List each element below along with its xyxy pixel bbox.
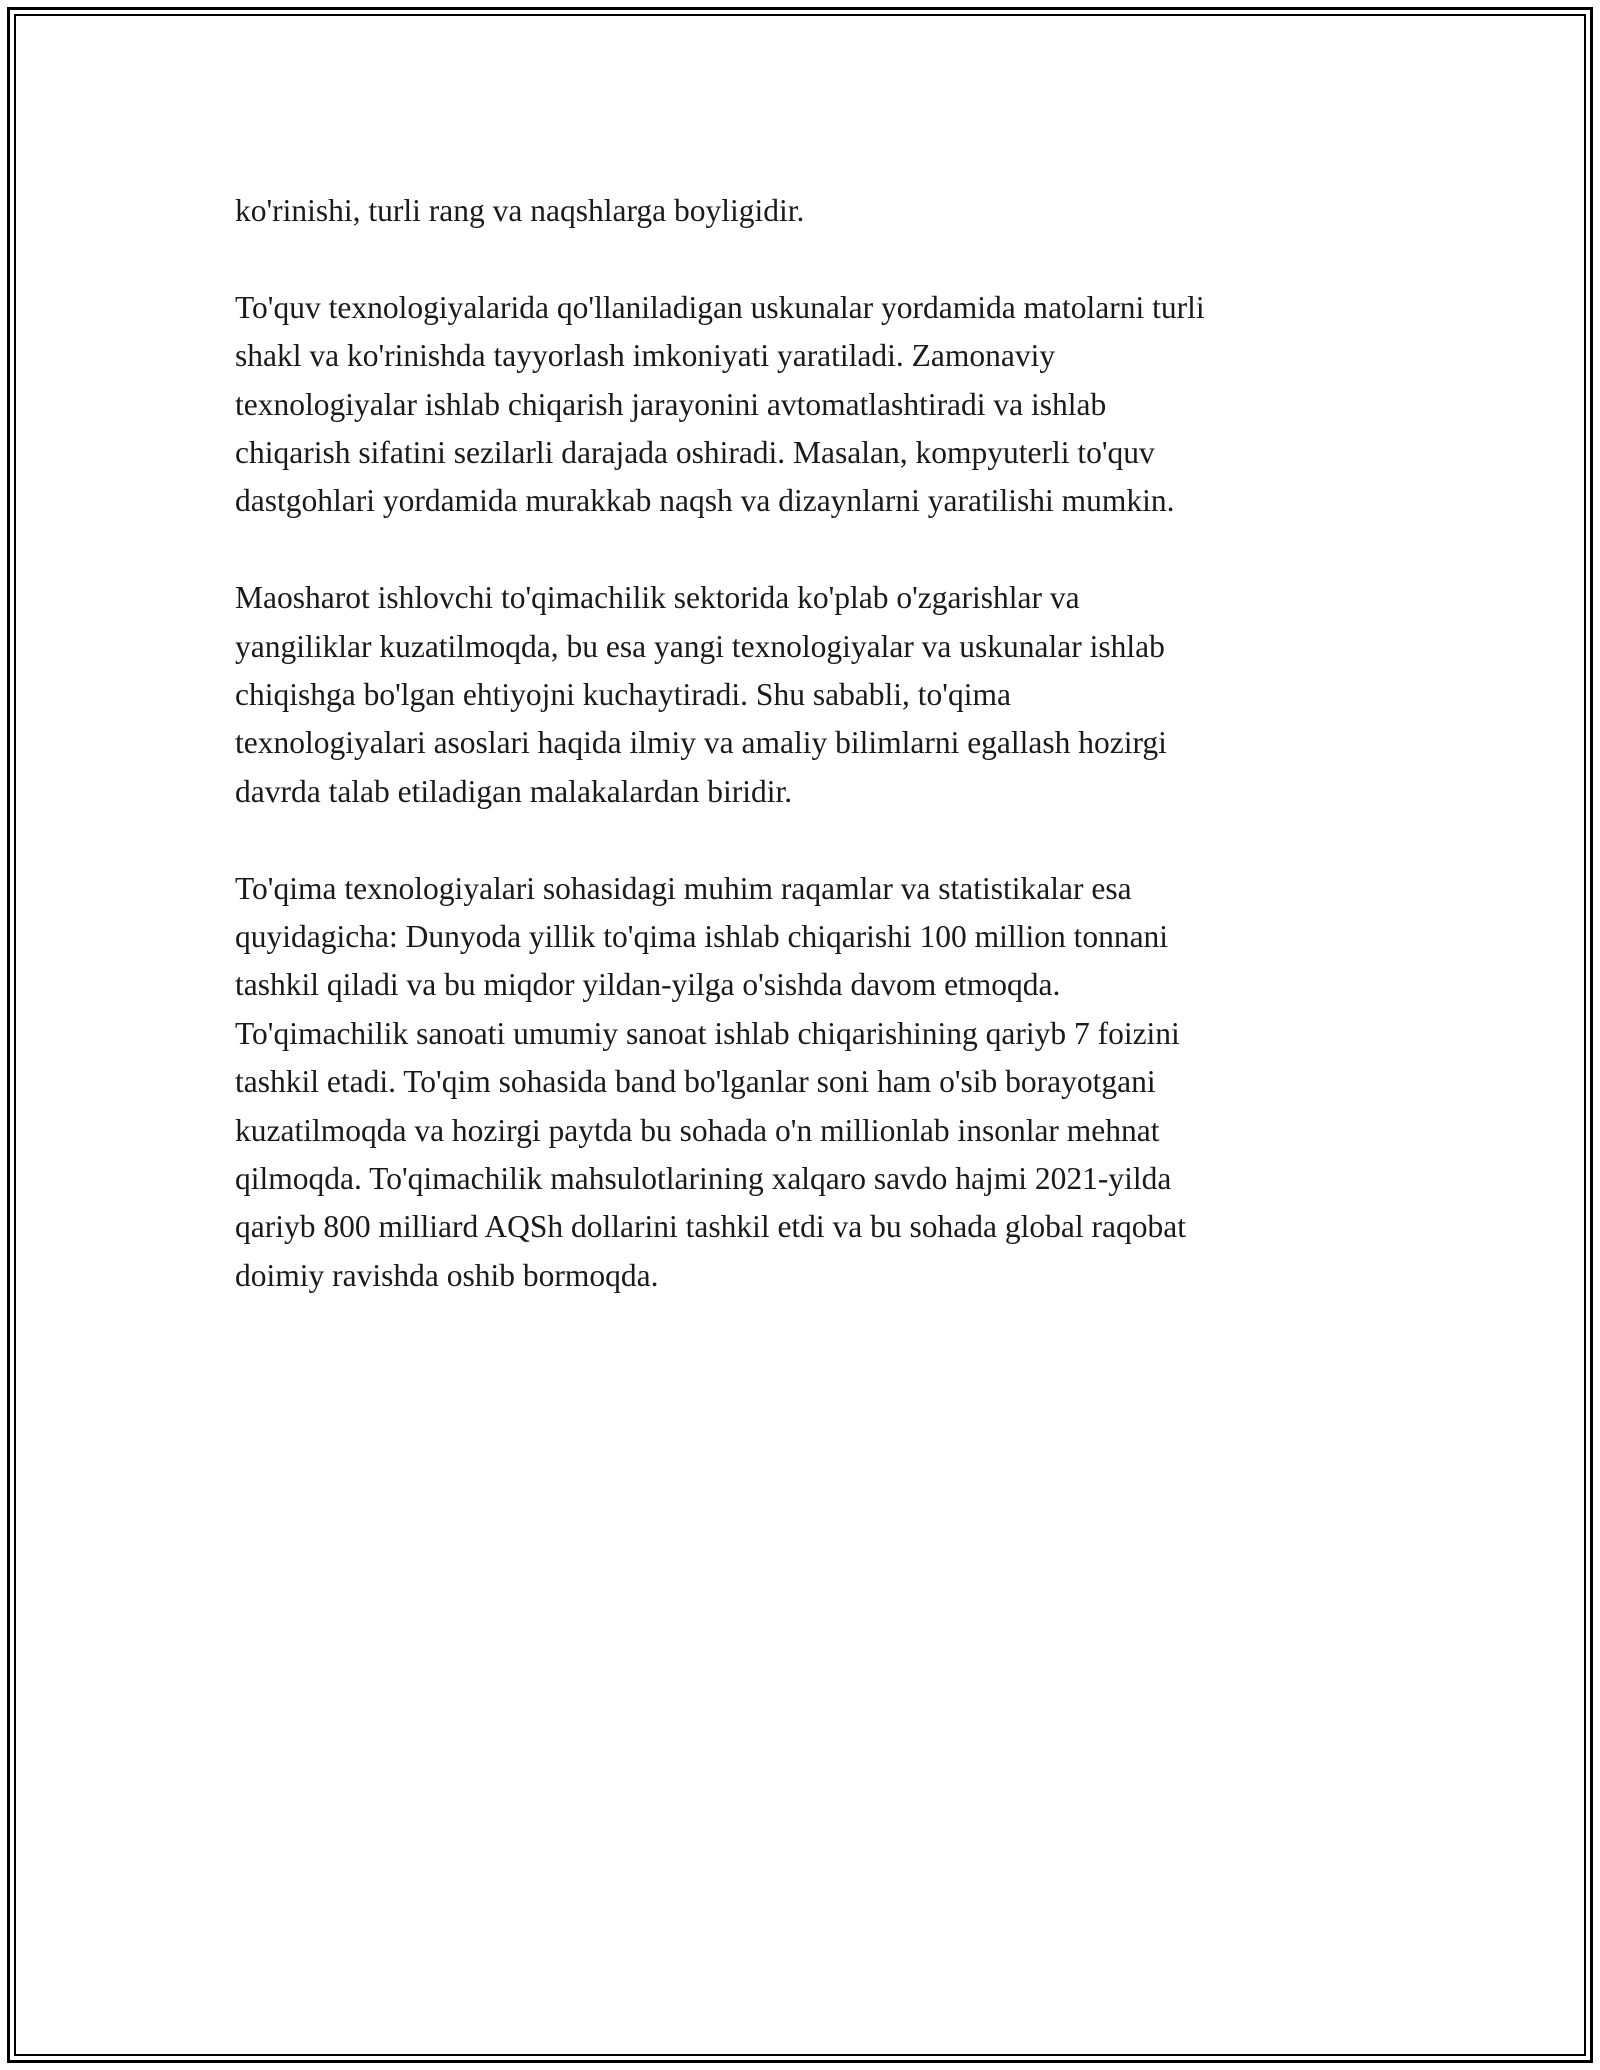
text-line: chiqishga bo'lgan ehtiyojni kuchaytiradi. Shu sababli, to'qima (235, 677, 1011, 713)
text-line: texnologiyalari asoslari haqida ilmiy va amaliy bilimlarni egallash hozirgi (235, 725, 1167, 761)
text-line: tashkil etadi. To'qim sohasida band bo'lganlar soni ham o'sib borayotgani (235, 1064, 1156, 1100)
text-line: tashkil qiladi va bu miqdor yildan-yilga o'sishda davom etmoqda. (235, 967, 1061, 1003)
paragraph-3 (235, 574, 1385, 816)
text-line: quyidagicha: Dunyoda yillik to'qima ishlab chiqarishi 100 million tonnani (235, 919, 1169, 955)
text-line: kuzatilmoqda va hozirgi paytda bu sohada o'n millionlab insonlar mehnat (235, 1112, 1160, 1148)
text-line: yangiliklar kuzatilmoqda, bu esa yangi texnologiyalar va uskunalar ishlab (235, 628, 1165, 664)
text-line: To'quv texnologiyalarida qo'llaniladigan uskunalar yordamida matolarni turli (235, 289, 1205, 325)
text-line: To'qimachilik sanoati umumiy sanoat ishlab chiqarishining qariyb 7 foizini (235, 1015, 1180, 1051)
text-line: shakl va ko'rinishda tayyorlash imkoniyati yaratiladi. Zamonaviy (235, 338, 1056, 374)
paragraph-4 (235, 865, 1385, 1301)
text-line: dastgohlari yordamida murakkab naqsh va dizaynlarni yaratilishi mumkin. (235, 483, 1175, 519)
text-line: davrda talab etiladigan malakalardan biridir. (235, 773, 793, 809)
text-line: ko'rinishi, turli rang va naqshlarga boyligidir. (235, 193, 805, 228)
document-body (235, 187, 1385, 1349)
text-line: chiqarish sifatini sezilarli darajada oshiradi. Masalan, kompyuterli to'quv (235, 435, 1155, 471)
text-line: doimiy ravishda oshib bormoqda. (235, 1257, 659, 1293)
paragraph-1 (235, 187, 1385, 235)
text-line: qariyb 800 milliard AQSh dollarini tashkil etdi va bu sohada global raqobat (235, 1209, 1186, 1245)
text-line: To'qima texnologiyalari sohasidagi muhim raqamlar va statistikalar esa (235, 870, 1132, 906)
text-line: Maosharot ishlovchi to'qimachilik sektorida ko'plab o'zgarishlar va (235, 580, 1080, 616)
text-line: texnologiyalar ishlab chiqarish jarayonini avtomatlashtiradi va ishlab (235, 386, 1107, 422)
text-line: qilmoqda. To'qimachilik mahsulotlarining xalqaro savdo hajmi 2021-yilda (235, 1161, 1172, 1197)
paragraph-2 (235, 284, 1385, 526)
